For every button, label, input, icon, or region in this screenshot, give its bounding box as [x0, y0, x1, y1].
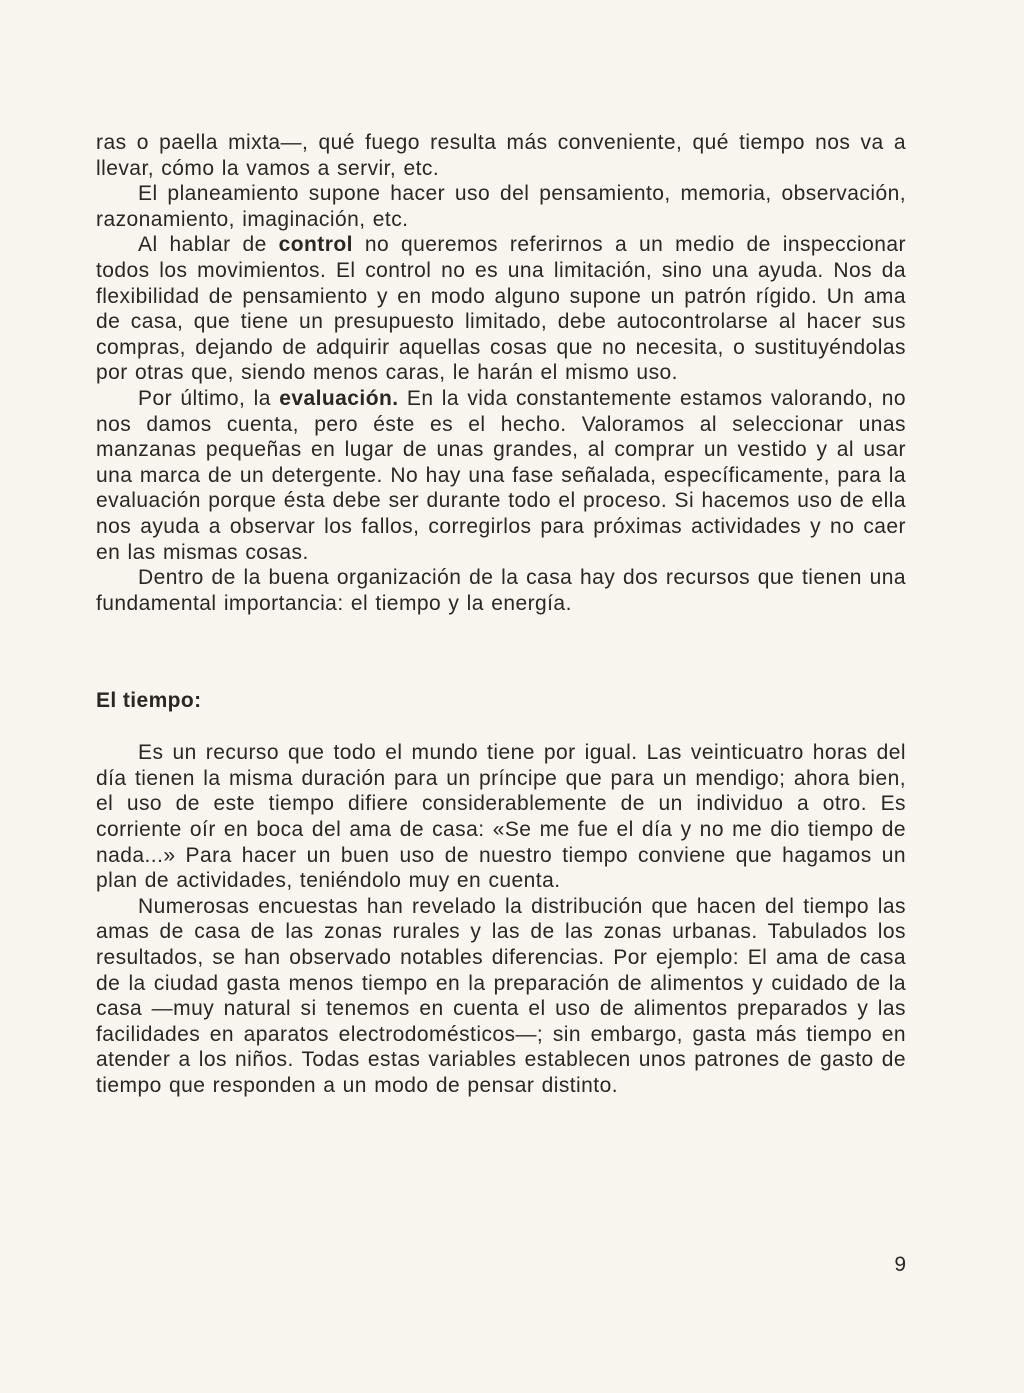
term-control: control [278, 233, 353, 257]
term-evaluation: evaluación. [279, 386, 399, 410]
paragraph-control-rest: no queremos referirnos a un medio de inspeccionar todos los movimientos. El control no es una limitación, sino una ayuda. Nos da flexibilidad de pensamiento y en modo alguno supone un patrón rígido. Un ama de casa, que tiene un presupuesto limitado, debe autocontrolarse al hacer sus compras, dejando de adquirir aquellas cosas que no necesita, o sustituyéndolas por otras que, siendo menos caras, le harán el mismo uso. [96, 233, 906, 385]
page-body [96, 130, 906, 1099]
section-heading-time: El tiempo: [96, 689, 202, 713]
paragraph-evaluation [96, 386, 906, 565]
paragraph-time-resource: Es un recurso que todo el mundo tiene por igual. Las veinticuatro horas del día tienen la misma duración para un príncipe que para un mendigo; ahora bien, el uso de este tiempo difiere considerablemente de un individuo a otro. Es corriente oír en boca del ama de casa: «Se me fue el día y no me dio tiempo de nada...» Para hacer un buen uso de nuestro tiempo conviene que hagamos un plan de actividades, teniéndolo muy en cuenta. [96, 741, 906, 893]
paragraph-planning: El planeamiento supone hacer uso del pensamiento, memoria, observación, razonamiento, imaginación, etc. [96, 182, 906, 231]
paragraph-surveys: Numerosas encuestas han revelado la distribución que hacen del tiempo las amas de casa de las zonas rurales y las de las zonas urbanas. Tabulados los resultados, se han observado notables diferencias. Por ejemplo: El ama de casa de la ciudad gasta menos tiempo en la preparación de alimentos y cuidado de la casa —muy natural si tenemos en cuenta el uso de alimentos preparados y las facilidades en aparatos electrodomésticos—; sin embargo, gasta más tiempo en atender a los niños. Todas estas variables establecen unos patrones de gasto de tiempo que responden a un modo de pensar distinto. [96, 894, 906, 1097]
paragraph-control-lead: Al hablar de [138, 233, 279, 257]
paragraph-cooking-plan: ras o paella mixta—, qué fuego resulta más conveniente, qué tiempo nos va a llevar, cómo la vamos a servir, etc. [96, 131, 906, 180]
paragraph-control [96, 232, 906, 386]
paragraph-evaluation-rest: En la vida constantemente estamos valorando, no nos damos cuenta, pero éste es el hecho. Valoramos al seleccionar unas manzanas pequeñas en lugar de unas grandes, al comprar un vestido y al usar una marca de un detergente. No hay una fase señalada, específicamente, para la evaluación porque ésta debe ser durante todo el proceso. Si hacemos uso de ella nos ayuda a observar los fallos, corregirlos para próximas actividades y no caer en las mismas cosas. [96, 386, 906, 564]
paragraph-resources: Dentro de la buena organización de la casa hay dos recursos que tienen una fundamental importancia: el tiempo y la energía. [96, 566, 906, 615]
paragraph-evaluation-lead: Por último, la [138, 386, 280, 410]
page-number: 9 [894, 1253, 906, 1276]
